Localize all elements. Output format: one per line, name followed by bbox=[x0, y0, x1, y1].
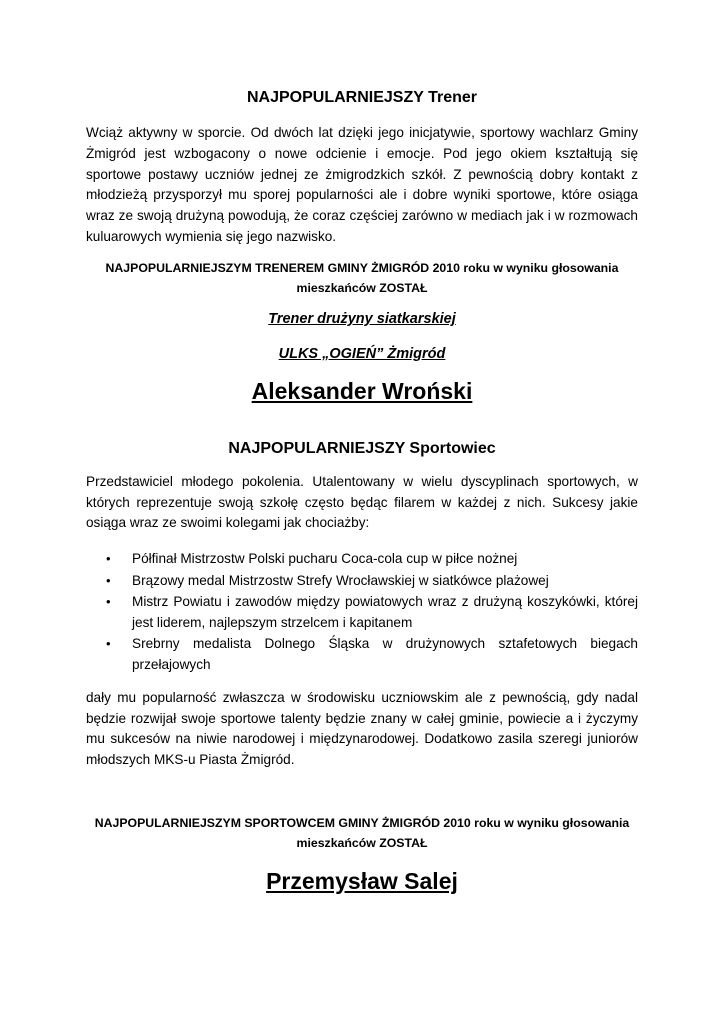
coach-heading: NAJPOPULARNIEJSZY Trener bbox=[247, 89, 477, 106]
list-item bbox=[86, 549, 638, 570]
achievement-text: Półfinał Mistrzostw Polski pucharu Coca-cola cup w piłce nożnej bbox=[132, 551, 518, 567]
bullet-icon: • bbox=[106, 572, 111, 588]
coach-role: Trener drużyny siatkarskiej bbox=[268, 310, 456, 327]
coach-description: Wciąż aktywny w sporcie. Od dwóch lat dzięki jego inicjatywie, sportowy wachlarz Gminy Żmigród jest wzbogacony o nowe odcienie i emocje. Pod jego okiem kształtują się sportowe postawy uczniów jednej ze żmigrodzkich szkół. Z pewnością dobry kontakt z młodzieżą przysporzył mu sporej popularności ale i dobre wyniki sportowe, które osiąga wraz ze swoją drużyną powodują, że coraz częściej zarówno w mediach jak i w rozmowach kuluarowych wymienia się jego nazwisko. bbox=[86, 125, 638, 244]
list-item bbox=[86, 592, 638, 634]
achievement-text: Brązowy medal Mistrzostw Strefy Wrocławskiej w siatkówce plażowej bbox=[132, 572, 549, 588]
document-page bbox=[86, 88, 638, 896]
achievements-list bbox=[86, 549, 638, 676]
athlete-intro: Przedstawiciel młodego pokolenia. Utalentowany w wielu dyscyplinach sportowych, w których reprezentuje swoją szkołę często będąc filarem w każdej z nich. Sukcesy jakie osiąga wraz ze swoimi kolegami jak chociażby: bbox=[86, 473, 638, 531]
athlete-heading: NAJPOPULARNIEJSZY Sportowiec bbox=[228, 439, 496, 457]
athlete-result-announcement: NAJPOPULARNIEJSZYM SPORTOWCEM GMINY ŻMIGRÓD 2010 roku w wyniku głosowania mieszkańców ZOSTAŁ bbox=[94, 815, 630, 851]
bullet-icon: • bbox=[106, 593, 111, 609]
list-item bbox=[86, 634, 638, 676]
achievement-text: Srebrny medalista Dolnego Śląska w drużynowych sztafetowych biegach przełajowych bbox=[132, 636, 638, 672]
bullet-icon: • bbox=[106, 636, 111, 652]
coach-section bbox=[86, 88, 638, 406]
coach-club: ULKS „OGIEŃ” Żmigród bbox=[278, 345, 446, 362]
coach-result-announcement: NAJPOPULARNIEJSZYM TRENEREM GMINY ŻMIGRÓD 2010 roku w wyniku głosowania mieszkańców ZOSTAŁ bbox=[105, 260, 619, 296]
athlete-outro: dały mu popularność zwłaszcza w środowisku uczniowskim ale z pewnością, gdy nadal będzie rozwijał swoje sportowe talenty będzie znany w całej gminie, powiecie a i życzymy mu sukcesów na niwie narodowej i międzynarodowej. Dodatkowo zasila szeregi juniorów młodszych MKS-u Piasta Żmigród. bbox=[86, 689, 638, 768]
athlete-winner-name: Przemysław Salej bbox=[266, 867, 458, 894]
athlete-section bbox=[86, 439, 638, 896]
coach-winner-name: Aleksander Wroński bbox=[251, 377, 473, 404]
list-item bbox=[86, 571, 638, 592]
bullet-icon: • bbox=[106, 551, 111, 567]
achievement-text: Mistrz Powiatu i zawodów między powiatowych wraz z drużyną koszykówki, której jest liderem, najlepszym strzelcem i kapitanem bbox=[132, 593, 638, 630]
